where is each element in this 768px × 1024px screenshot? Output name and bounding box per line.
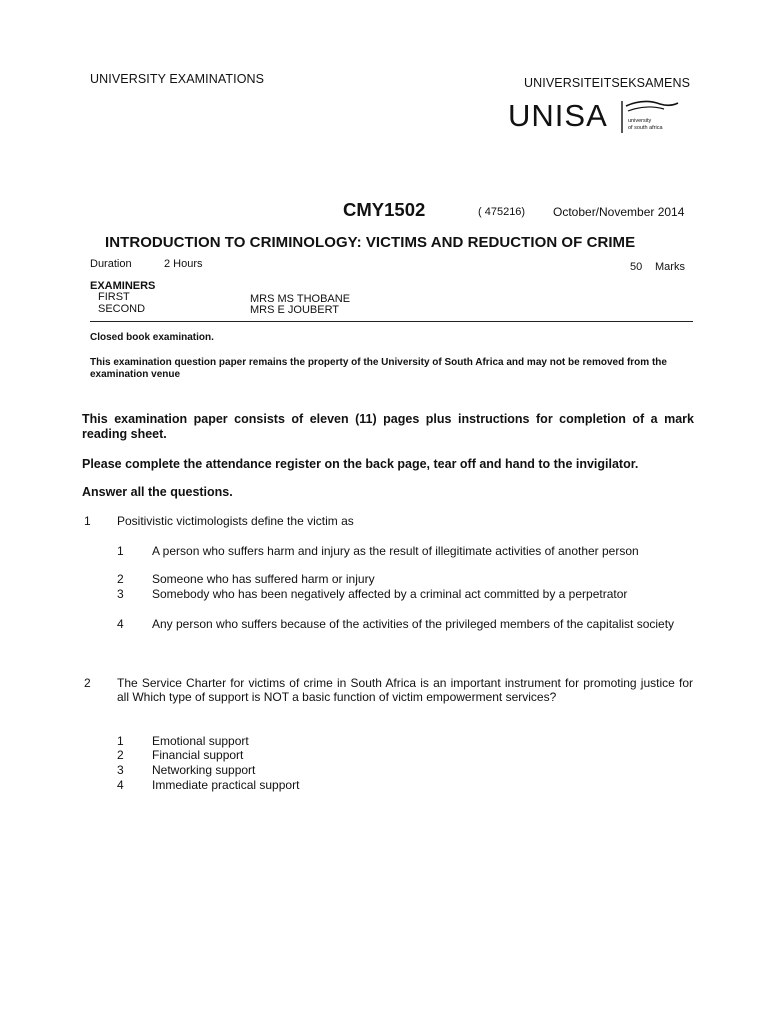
pages-instruction: This examination paper consists of eleven (11) pages plus instructions for completion of a mark reading sheet.: [82, 412, 694, 441]
question-2-option-4-number: 4: [117, 778, 124, 792]
question-2-text: The Service Charter for victims of crime in South Africa is an important instrument for promoting justice for all Which type of support is NOT a basic function of victim empowerment services?: [117, 676, 693, 704]
question-2-option-2-number: 2: [117, 748, 124, 762]
header-right: UNIVERSITEITSEKSAMENS: [524, 76, 691, 90]
marks-value: 50: [630, 261, 643, 273]
question-2-number: 2: [84, 676, 91, 690]
question-2-option-1-text: Emotional support: [152, 734, 249, 748]
second-examiner-label: SECOND: [98, 303, 146, 315]
exam-title: INTRODUCTION TO CRIMINOLOGY: VICTIMS AND REDUCTION OF CRIME: [105, 234, 636, 251]
answer-all-instruction: Answer all the questions.: [82, 485, 233, 499]
question-2-option-2-text: Financial support: [152, 748, 244, 762]
logo-tagline-1: university: [628, 118, 652, 124]
unisa-logo-text: UNISA: [508, 98, 608, 133]
first-examiner-label: FIRST: [98, 291, 130, 303]
question-2-option-3-text: Networking support: [152, 763, 256, 777]
marks-label: Marks: [655, 261, 685, 273]
question-1-option-2-text: Someone who has suffered harm or injury: [152, 572, 375, 586]
question-2-option-1-number: 1: [117, 734, 124, 748]
question-1-option-4-text: Any person who suffers because of the activities of the privileged members of the capitalist society: [152, 617, 675, 631]
question-1-option-3-number: 3: [117, 587, 124, 601]
examiners-label: EXAMINERS: [90, 280, 156, 292]
question-2-option-4-text: Immediate practical support: [152, 778, 300, 792]
second-examiner-name: MRS E JOUBERT: [250, 304, 340, 316]
register-instruction: Please complete the attendance register on the back page, tear off and hand to the invigilator.: [82, 457, 639, 471]
header-left: UNIVERSITY EXAMINATIONS: [90, 72, 265, 86]
header-divider: [90, 321, 693, 322]
first-examiner-name: MRS MS THOBANE: [250, 293, 351, 305]
question-1-option-3-text: Somebody who has been negatively affected by a criminal act committed by a perpetrator: [152, 587, 628, 601]
question-1-number: 1: [84, 514, 91, 528]
paper-number: ( 475216): [478, 206, 526, 218]
duration-label: Duration: [90, 258, 132, 270]
question-1-option-1-number: 1: [117, 544, 124, 558]
property-notice: This examination question paper remains the property of the University of South Africa and may not be removed from the examination venue: [90, 357, 667, 380]
question-2-option-3-number: 3: [117, 763, 124, 777]
question-1-option-1-text: A person who suffers harm and injury as the result of illegitimate activities of another person: [152, 544, 639, 558]
question-1-option-4-number: 4: [117, 617, 124, 631]
question-1-option-2-number: 2: [117, 572, 124, 586]
exam-session: October/November 2014: [553, 205, 685, 219]
course-code: CMY1502: [343, 199, 426, 220]
duration-value: 2 Hours: [164, 258, 203, 270]
logo-tagline-2: of south africa: [628, 125, 663, 131]
closed-book-notice: Closed book examination.: [90, 332, 214, 343]
question-1-text: Positivistic victimologists define the victim as: [117, 514, 354, 528]
